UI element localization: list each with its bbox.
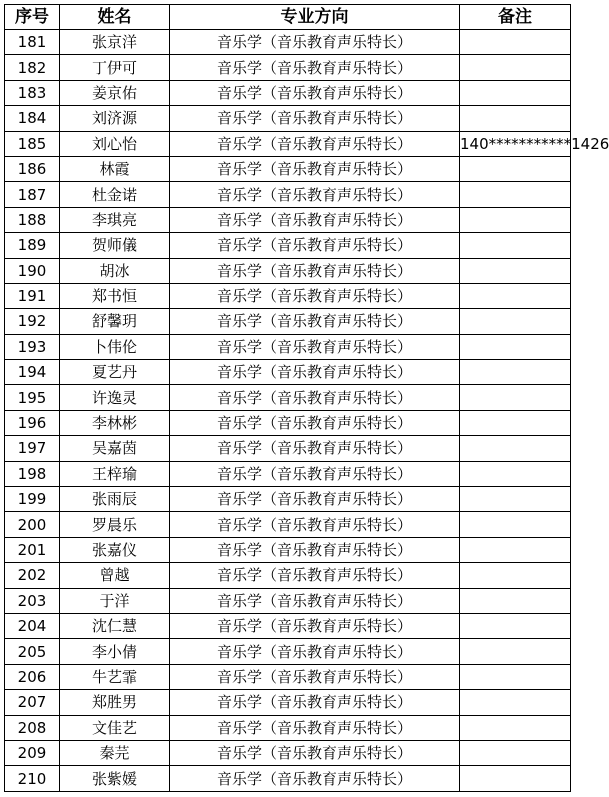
table-row <box>5 258 571 283</box>
cell-major: 音乐学（音乐教育声乐特长） <box>170 131 460 156</box>
cell-index: 184 <box>5 106 60 131</box>
table-row <box>5 156 571 181</box>
cell-index: 196 <box>5 410 60 435</box>
cell-name: 刘济源 <box>60 106 170 131</box>
cell-name: 许逸灵 <box>60 385 170 410</box>
table-header <box>5 5 571 30</box>
cell-index: 209 <box>5 740 60 765</box>
cell-major: 音乐学（音乐教育声乐特长） <box>170 740 460 765</box>
table-row <box>5 106 571 131</box>
cell-major: 音乐学（音乐教育声乐特长） <box>170 487 460 512</box>
cell-note <box>460 106 571 131</box>
table-row <box>5 512 571 537</box>
table-row <box>5 182 571 207</box>
cell-note <box>460 613 571 638</box>
cell-index: 183 <box>5 80 60 105</box>
cell-major: 音乐学（音乐教育声乐特长） <box>170 182 460 207</box>
cell-name: 文佳艺 <box>60 715 170 740</box>
cell-major: 音乐学（音乐教育声乐特长） <box>170 410 460 435</box>
table-row <box>5 283 571 308</box>
cell-name: 罗晨乐 <box>60 512 170 537</box>
cell-note <box>460 766 571 791</box>
cell-index: 202 <box>5 563 60 588</box>
cell-name: 丁伊可 <box>60 55 170 80</box>
cell-name: 夏艺丹 <box>60 360 170 385</box>
table-row <box>5 639 571 664</box>
cell-note <box>460 512 571 537</box>
table-row <box>5 131 571 156</box>
cell-note <box>460 588 571 613</box>
cell-index: 187 <box>5 182 60 207</box>
cell-major: 音乐学（音乐教育声乐特长） <box>170 613 460 638</box>
cell-index: 204 <box>5 613 60 638</box>
header-major: 专业方向 <box>170 5 460 30</box>
cell-major: 音乐学（音乐教育声乐特长） <box>170 207 460 232</box>
cell-index: 192 <box>5 309 60 334</box>
table-row <box>5 334 571 359</box>
cell-major: 音乐学（音乐教育声乐特长） <box>170 106 460 131</box>
header-row <box>5 5 571 30</box>
cell-index: 207 <box>5 690 60 715</box>
cell-index: 194 <box>5 360 60 385</box>
cell-name: 卜伟伦 <box>60 334 170 359</box>
cell-index: 200 <box>5 512 60 537</box>
table-row <box>5 410 571 435</box>
table-row <box>5 55 571 80</box>
table-row <box>5 487 571 512</box>
cell-index: 185 <box>5 131 60 156</box>
cell-major: 音乐学（音乐教育声乐特长） <box>170 360 460 385</box>
cell-name: 李琪亮 <box>60 207 170 232</box>
cell-note: 140***********1426 <box>460 131 571 156</box>
cell-note <box>460 55 571 80</box>
table-row <box>5 690 571 715</box>
cell-major: 音乐学（音乐教育声乐特长） <box>170 309 460 334</box>
table-row <box>5 664 571 689</box>
cell-note <box>460 233 571 258</box>
table-row <box>5 233 571 258</box>
cell-note <box>460 283 571 308</box>
cell-name: 沈仁慧 <box>60 613 170 638</box>
table-row <box>5 766 571 791</box>
cell-major: 音乐学（音乐教育声乐特长） <box>170 715 460 740</box>
cell-note <box>460 461 571 486</box>
cell-index: 201 <box>5 537 60 562</box>
cell-note <box>460 715 571 740</box>
cell-index: 186 <box>5 156 60 181</box>
table-row <box>5 385 571 410</box>
cell-major: 音乐学（音乐教育声乐特长） <box>170 156 460 181</box>
cell-name: 张京洋 <box>60 30 170 55</box>
cell-index: 182 <box>5 55 60 80</box>
cell-note <box>460 487 571 512</box>
cell-name: 于洋 <box>60 588 170 613</box>
cell-note <box>460 740 571 765</box>
cell-major: 音乐学（音乐教育声乐特长） <box>170 563 460 588</box>
cell-name: 林霞 <box>60 156 170 181</box>
cell-name: 张紫媛 <box>60 766 170 791</box>
cell-note <box>460 30 571 55</box>
cell-note <box>460 563 571 588</box>
cell-major: 音乐学（音乐教育声乐特长） <box>170 258 460 283</box>
table-row <box>5 588 571 613</box>
table-row <box>5 207 571 232</box>
cell-major: 音乐学（音乐教育声乐特长） <box>170 385 460 410</box>
table-body <box>5 30 609 792</box>
cell-name: 姜京佑 <box>60 80 170 105</box>
cell-index: 197 <box>5 436 60 461</box>
cell-index: 208 <box>5 715 60 740</box>
cell-index: 198 <box>5 461 60 486</box>
cell-major: 音乐学（音乐教育声乐特长） <box>170 537 460 562</box>
cell-index: 191 <box>5 283 60 308</box>
table-row <box>5 740 571 765</box>
cell-major: 音乐学（音乐教育声乐特长） <box>170 30 460 55</box>
cell-major: 音乐学（音乐教育声乐特长） <box>170 512 460 537</box>
cell-major: 音乐学（音乐教育声乐特长） <box>170 233 460 258</box>
cell-note <box>460 207 571 232</box>
cell-name: 舒馨玥 <box>60 309 170 334</box>
header-note: 备注 <box>460 5 571 30</box>
cell-name: 郑书恒 <box>60 283 170 308</box>
cell-note <box>460 537 571 562</box>
table-row <box>5 30 571 55</box>
cell-name: 张嘉仪 <box>60 537 170 562</box>
table-row <box>5 80 571 105</box>
cell-major: 音乐学（音乐教育声乐特长） <box>170 461 460 486</box>
cell-name: 杜金诺 <box>60 182 170 207</box>
cell-name: 郑胜男 <box>60 690 170 715</box>
cell-note <box>460 385 571 410</box>
cell-index: 205 <box>5 639 60 664</box>
table-row <box>5 436 571 461</box>
cell-note <box>460 639 571 664</box>
cell-major: 音乐学（音乐教育声乐特长） <box>170 334 460 359</box>
header-name: 姓名 <box>60 5 170 30</box>
cell-note <box>460 436 571 461</box>
cell-major: 音乐学（音乐教育声乐特长） <box>170 690 460 715</box>
cell-name: 胡冰 <box>60 258 170 283</box>
cell-note <box>460 664 571 689</box>
cell-note <box>460 156 571 181</box>
cell-index: 199 <box>5 487 60 512</box>
table-row <box>5 537 571 562</box>
cell-major: 音乐学（音乐教育声乐特长） <box>170 283 460 308</box>
table-row <box>5 309 571 334</box>
table-row <box>5 360 571 385</box>
cell-name: 刘心怡 <box>60 131 170 156</box>
cell-note <box>460 182 571 207</box>
cell-major: 音乐学（音乐教育声乐特长） <box>170 664 460 689</box>
cell-name: 牛艺霏 <box>60 664 170 689</box>
cell-name: 张雨辰 <box>60 487 170 512</box>
cell-name: 王梓瑜 <box>60 461 170 486</box>
cell-major: 音乐学（音乐教育声乐特长） <box>170 766 460 791</box>
cell-index: 181 <box>5 30 60 55</box>
header-index: 序号 <box>5 5 60 30</box>
table-row <box>5 563 571 588</box>
cell-note <box>460 410 571 435</box>
table-row <box>5 715 571 740</box>
cell-major: 音乐学（音乐教育声乐特长） <box>170 80 460 105</box>
roster-table <box>4 4 609 792</box>
cell-major: 音乐学（音乐教育声乐特长） <box>170 588 460 613</box>
cell-note <box>460 80 571 105</box>
cell-index: 210 <box>5 766 60 791</box>
table-row <box>5 613 571 638</box>
cell-index: 206 <box>5 664 60 689</box>
cell-note <box>460 360 571 385</box>
cell-index: 193 <box>5 334 60 359</box>
cell-note <box>460 258 571 283</box>
cell-note <box>460 309 571 334</box>
cell-name: 吴嘉茵 <box>60 436 170 461</box>
cell-note <box>460 334 571 359</box>
table-row <box>5 461 571 486</box>
cell-name: 李林彬 <box>60 410 170 435</box>
cell-note <box>460 690 571 715</box>
cell-major: 音乐学（音乐教育声乐特长） <box>170 55 460 80</box>
cell-name: 李小倩 <box>60 639 170 664</box>
cell-name: 贺师儀 <box>60 233 170 258</box>
cell-index: 188 <box>5 207 60 232</box>
cell-major: 音乐学（音乐教育声乐特长） <box>170 436 460 461</box>
cell-index: 203 <box>5 588 60 613</box>
cell-index: 189 <box>5 233 60 258</box>
cell-index: 195 <box>5 385 60 410</box>
cell-major: 音乐学（音乐教育声乐特长） <box>170 639 460 664</box>
cell-index: 190 <box>5 258 60 283</box>
cell-name: 曾越 <box>60 563 170 588</box>
cell-name: 秦芫 <box>60 740 170 765</box>
